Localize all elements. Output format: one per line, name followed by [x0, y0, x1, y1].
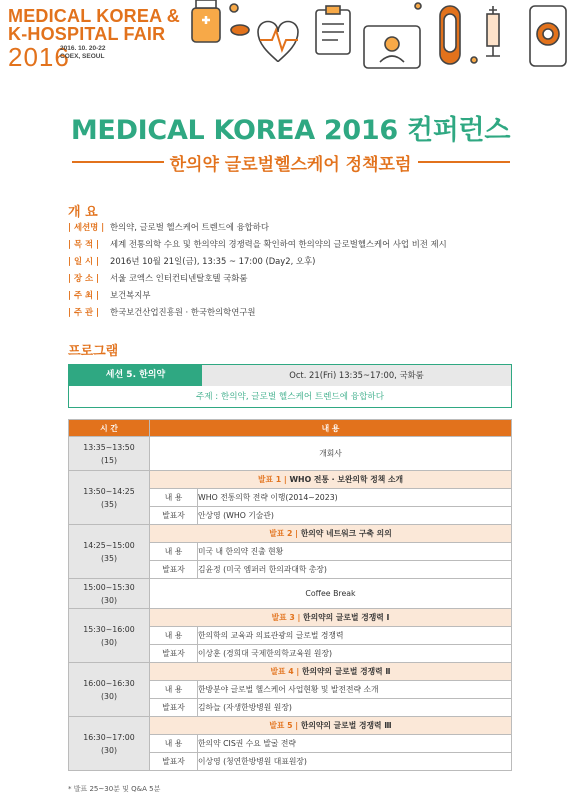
table-row — [69, 609, 512, 627]
duration: (30) — [100, 745, 117, 755]
program-heading: 프로그램 — [68, 344, 119, 359]
overview-value: 세계 전통의학 수요 및 한의약의 경쟁력을 확인하여 한의약의 글로벌헬스케어 사업 비전 제시 — [110, 239, 447, 249]
logo-venue: COEX, SEOUL — [60, 53, 105, 60]
subtitle-right-rule — [418, 161, 510, 163]
overview-value: 한의약, 글로벌 헬스케어 트렌드에 융합하다 — [110, 222, 269, 232]
time-range: 15:30~16:00 — [83, 624, 135, 634]
time-range: 16:30~17:00 — [83, 732, 135, 742]
column-header-content: 내 용 — [150, 420, 512, 437]
time-cell — [69, 717, 150, 771]
overview-row — [68, 221, 269, 238]
presenter-label: 발표자 — [150, 561, 198, 579]
table-row — [69, 437, 512, 471]
time-cell — [69, 579, 150, 609]
overview-heading: 개 요 — [68, 205, 98, 220]
time-cell — [69, 609, 150, 663]
page-title: MEDICAL KOREA 2016 컨퍼런스 — [70, 115, 511, 146]
table-row — [69, 471, 512, 489]
presentation-number: 발표 1 | — [257, 475, 287, 484]
content-value: 한의약 CIS권 수요 발굴 전략 — [198, 735, 512, 753]
overview-row — [68, 289, 150, 306]
presenter-value: 김하늘 (자생한방병원 원장) — [198, 699, 512, 717]
overview-label: | 주 최 | — [68, 290, 100, 300]
presentation-number: 발표 4 | — [270, 667, 300, 676]
presentation-title — [150, 525, 512, 543]
content-label: 내 용 — [150, 627, 198, 645]
time-range: 14:25~15:00 — [83, 540, 135, 550]
content-value: WHO 전통의학 전략 이행(2014~2023) — [198, 489, 512, 507]
presentation-name: 한의약의 글로벌 경쟁력 Ⅰ — [303, 613, 390, 622]
content-value: 한방분야 글로벌 헬스케어 사업현황 및 발전전략 소개 — [198, 681, 512, 699]
logo-dates: 2016. 10. 20-22 — [60, 45, 106, 52]
time-range: 13:35~13:50 — [83, 442, 135, 452]
duration: (30) — [100, 691, 117, 701]
presentation-title — [150, 717, 512, 735]
content-label: 내 용 — [150, 489, 198, 507]
content-value: 한의학의 교육과 의료관광의 글로벌 경쟁력 — [198, 627, 512, 645]
overview-label: | 주 관 | — [68, 307, 100, 317]
presenter-label: 발표자 — [150, 507, 198, 525]
table-row — [69, 579, 512, 609]
presentation-title — [150, 663, 512, 681]
time-cell — [69, 525, 150, 579]
page-subtitle: 한의약 글로벌헬스케어 정책포럼 — [169, 155, 412, 175]
overview-label: | 일 시 | — [68, 256, 100, 266]
footnote: * 발표 25~30분 및 Q&A 5분 — [68, 785, 161, 793]
program-table — [68, 419, 512, 771]
overview-row — [68, 255, 315, 272]
table-row — [69, 525, 512, 543]
banner — [0, 0, 581, 78]
content-label: 내 용 — [150, 681, 198, 699]
presentation-number: 발표 2 | — [269, 529, 299, 538]
overview-row — [68, 238, 447, 255]
presentation-title — [150, 609, 512, 627]
agenda-item: Coffee Break — [150, 579, 512, 609]
overview-label: | 장 소 | — [68, 273, 100, 283]
session-box — [68, 364, 512, 408]
session-time: Oct. 21(Fri) 13:35~17:00, 국화룸 — [202, 365, 511, 386]
overview-row — [68, 306, 256, 323]
presenter-value: 이상훈 (경희대 국제한의학교육원 원장) — [198, 645, 512, 663]
presenter-value: 김윤정 (미국 엠퍼러 한의과대학 총장) — [198, 561, 512, 579]
table-row — [69, 717, 512, 735]
presenter-label: 발표자 — [150, 645, 198, 663]
logo-line2: K-HOSPITAL FAIR — [8, 24, 166, 44]
duration: (30) — [100, 595, 117, 605]
time-cell — [69, 663, 150, 717]
presentation-number: 발표 5 | — [269, 721, 299, 730]
presentation-title — [150, 471, 512, 489]
overview-value: 한국보건산업진흥원 · 한국한의학연구원 — [110, 307, 256, 317]
session-label: 세션 5. 한의약 — [69, 365, 202, 386]
overview-label: | 목 적 | — [68, 239, 100, 249]
overview-label: | 세션명 | — [68, 222, 105, 232]
overview-row — [68, 272, 247, 289]
duration: (15) — [100, 455, 117, 465]
overview-value: 보건복지부 — [110, 290, 151, 300]
content-value: 미국 내 한의약 진출 현황 — [198, 543, 512, 561]
table-header-row — [69, 420, 512, 437]
presenter-label: 발표자 — [150, 699, 198, 717]
time-cell — [69, 471, 150, 525]
presentation-number: 발표 3 | — [271, 613, 301, 622]
content-label: 내 용 — [150, 735, 198, 753]
medical-illustration-icon — [178, 0, 581, 78]
agenda-item: 개회사 — [150, 437, 512, 471]
time-range: 16:00~16:30 — [83, 678, 135, 688]
overview-value: 2016년 10월 21일(금), 13:35 ~ 17:00 (Day2, 오후) — [110, 256, 316, 266]
table-row — [69, 663, 512, 681]
presentation-name: 한의약의 글로벌 경쟁력 Ⅱ — [301, 667, 391, 676]
presenter-value: 이상영 (청연한방병원 대표원장) — [198, 753, 512, 771]
time-range: 13:50~14:25 — [83, 486, 135, 496]
logo-year: 2016 — [8, 42, 70, 72]
duration: (30) — [100, 637, 117, 647]
presenter-label: 발표자 — [150, 753, 198, 771]
content-label: 내 용 — [150, 543, 198, 561]
presenter-value: 안상영 (WHO 기술관) — [198, 507, 512, 525]
presentation-name: 한의약 네트워크 구축 의의 — [300, 529, 392, 538]
presentation-name: 한의약의 글로벌 경쟁력 Ⅲ — [300, 721, 392, 730]
time-range: 15:00~15:30 — [83, 582, 135, 592]
duration: (35) — [100, 499, 117, 509]
column-header-time: 시 간 — [69, 420, 150, 437]
duration: (35) — [100, 553, 117, 563]
presentation-name: WHO 전통 · 보완의학 정책 소개 — [289, 475, 404, 484]
time-cell — [69, 437, 150, 471]
overview-value: 서울 코엑스 인터컨티넨탈호텔 국화룸 — [110, 273, 248, 283]
logo-line1: MEDICAL KOREA & — [8, 6, 181, 26]
session-theme: 주제 : 한의약, 글로벌 헬스케어 트렌드에 융합하다 — [195, 392, 385, 402]
